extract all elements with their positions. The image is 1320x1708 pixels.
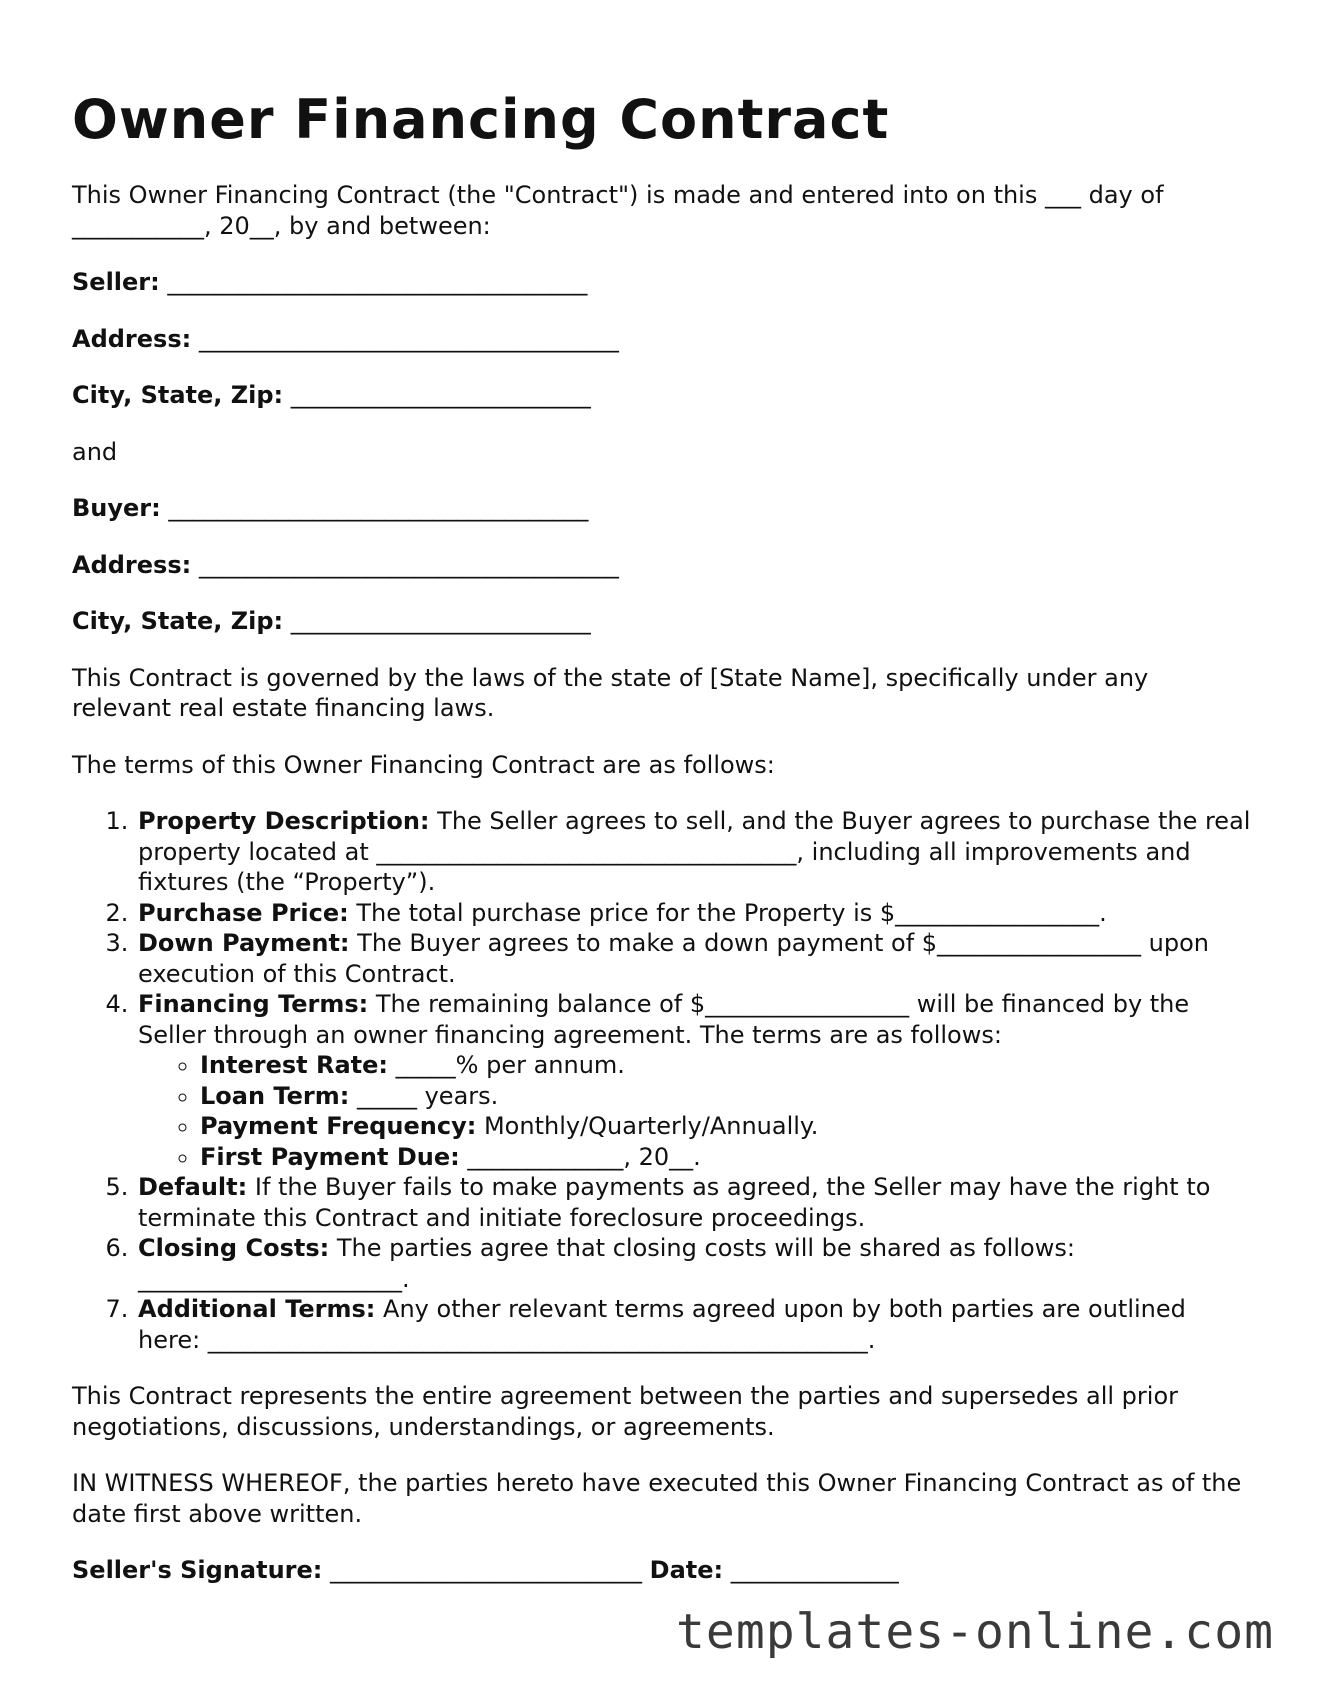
term-item — [136, 806, 1252, 898]
date-blank: ______________ — [730, 1556, 899, 1584]
term-label: Down Payment: — [138, 929, 350, 957]
witness-paragraph: IN WITNESS WHEREOF, the parties hereto have executed this Owner Financing Contract as of the date first above written. — [72, 1469, 1242, 1528]
term-label: Default: — [138, 1173, 248, 1201]
seller-address-blank: ___________________________________ — [198, 324, 619, 353]
buyer-city-label: City, State, Zip: — [72, 607, 284, 635]
financing-sub-label: Payment Frequency: — [200, 1112, 477, 1140]
financing-terms-sublist — [138, 1050, 1252, 1172]
buyer-address-blank: ___________________________________ — [198, 550, 619, 579]
term-label: Property Description: — [138, 807, 430, 835]
buyer-name-field — [72, 493, 1252, 524]
governing-law-paragraph: This Contract is governed by the laws of the state of [State Name], specifically under any relevant real estate financing laws. — [72, 663, 1149, 722]
financing-sub-item — [200, 1142, 1252, 1173]
financing-sub-text: _____ years. — [356, 1081, 499, 1110]
term-item — [136, 1233, 1252, 1294]
buyer-name-blank: ___________________________________ — [168, 494, 589, 522]
term-text: The remaining balance of $_________________ will be financed by the Seller through an owner financing agreement. The terms are as follows: — [138, 990, 1190, 1049]
buyer-city-blank: _________________________ — [290, 607, 591, 635]
term-text: The total purchase price for the Property is $_________________. — [356, 898, 1107, 927]
term-label: Additional Terms: — [138, 1295, 376, 1323]
seller-name-label: Seller: — [72, 268, 160, 296]
buyer-city-field — [72, 606, 1252, 637]
term-label: Closing Costs: — [138, 1234, 330, 1262]
term-text: The Buyer agrees to make a down payment of $_________________ upon execution of this Contract. — [138, 929, 1210, 988]
term-text: If the Buyer fails to make payments as agreed, the Seller may have the right to terminate this Contract and initiate foreclosure proceedings. — [138, 1173, 1211, 1232]
term-text: Any other relevant terms agreed upon by both parties are outlined here: _______________________________________________________. — [138, 1295, 1186, 1354]
entire-agreement-paragraph: This Contract represents the entire agreement between the parties and supersedes all prior negotiations, discussions, understandings, or agreements. — [72, 1382, 1178, 1441]
seller-signature-row — [72, 1555, 1252, 1586]
seller-city-field — [72, 380, 1252, 411]
seller-city-label: City, State, Zip: — [72, 381, 284, 409]
buyer-address-label: Address: — [72, 550, 192, 579]
term-label: Financing Terms: — [138, 990, 369, 1018]
intro-paragraph: This Owner Financing Contract (the "Contract") is made and entered into on this ___ day of ___________, 20__, by and between: — [72, 181, 1164, 240]
financing-sub-label: Interest Rate: — [200, 1051, 389, 1079]
document-page — [72, 88, 1252, 1586]
terms-intro: The terms of this Owner Financing Contract are as follows: — [72, 750, 775, 779]
watermark: templates-online.com — [676, 1604, 1274, 1660]
financing-sub-item — [200, 1050, 1252, 1081]
term-label: Purchase Price: — [138, 898, 349, 927]
date-label: Date: — [649, 1556, 724, 1584]
term-item — [136, 1172, 1252, 1233]
financing-sub-item — [200, 1111, 1252, 1142]
financing-sub-text: Monthly/Quarterly/Annually. — [483, 1112, 819, 1140]
buyer-name-label: Buyer: — [72, 494, 161, 522]
document-title: Owner Financing Contract — [72, 88, 890, 151]
seller-signature-blank: __________________________ — [330, 1556, 642, 1584]
financing-sub-text: _____% per annum. — [395, 1051, 625, 1079]
seller-address-label: Address: — [72, 324, 192, 353]
term-text: The parties agree that closing costs will be shared as follows: ______________________. — [138, 1234, 1075, 1293]
seller-signature-label: Seller's Signature: — [72, 1556, 323, 1584]
seller-city-blank: _________________________ — [290, 381, 591, 409]
seller-address-field — [72, 324, 1252, 355]
term-item — [136, 928, 1252, 989]
financing-sub-item — [200, 1081, 1252, 1112]
financing-sub-label: First Payment Due: — [200, 1142, 460, 1171]
and-text: and — [72, 437, 118, 466]
term-text: The Seller agrees to sell, and the Buyer agrees to purchase the real property located at ___________________________________, including all improvements and fixtures (the “Property”). — [138, 807, 1251, 896]
financing-sub-text: _____________, 20__. — [467, 1142, 701, 1171]
terms-list — [72, 806, 1252, 1355]
term-item — [136, 1294, 1252, 1355]
financing-sub-label: Loan Term: — [200, 1081, 350, 1110]
seller-name-field — [72, 267, 1252, 298]
term-item — [136, 898, 1252, 929]
seller-name-blank: ___________________________________ — [167, 268, 588, 296]
term-item — [136, 989, 1252, 1172]
buyer-address-field — [72, 550, 1252, 581]
